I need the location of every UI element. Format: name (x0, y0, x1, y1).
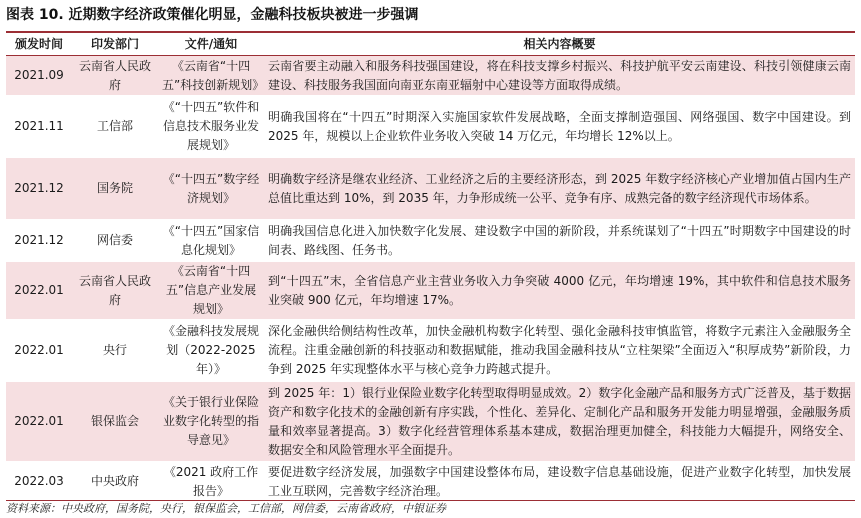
row-date: 2022.03 (14, 474, 64, 489)
row-dept: 央行 (72, 320, 158, 382)
table-row (6, 158, 855, 220)
row-doc: 《金融科技发展规划（2022-2025 年）》 (158, 320, 264, 382)
table-row (6, 382, 855, 462)
row-dept: 云南省人民政府 (72, 262, 158, 320)
row-doc: 《“十四五”国家信息化规划》 (158, 220, 264, 262)
table-header-row (6, 34, 855, 56)
row-dept: 国务院 (72, 158, 158, 220)
row-date: 2022.01 (6, 262, 72, 320)
table-row (6, 96, 855, 158)
policy-table (6, 34, 855, 502)
row-summary: 到“十四五”末，全省信息产业主营业务收入力争突破 4000 亿元，年均增速 19%，其中软件和信息技术服务业突破 900 亿元，年均增速 17%。 (264, 262, 855, 320)
row-dept: 网信委 (72, 220, 158, 262)
row-doc: 《“十四五”数字经济规划》 (158, 158, 264, 220)
table-row (6, 462, 855, 502)
row-summary: 深化金融供给侧结构性改革，加快金融机构数字化转型、强化金融科技审慎监管，将数字元素注入金融服务全流程。注重金融创新的科技驱动和数据赋能，推动我国金融科技从“立柱架梁”全面迈入“积厚成势”新阶段，力争到 2025 年实现整体水平与核心竞争力跨越式提升。 (264, 320, 855, 382)
row-dept: 银保监会 (72, 382, 158, 462)
column-header-doc: 文件/通知 (158, 34, 264, 56)
column-header-summary: 相关内容概要 (264, 34, 855, 56)
row-summary: 要促进数字经济发展，加强数字中国建设整体布局，建设数字信息基础设施，促进产业数字化转型，加快发展工业互联网，完善数字经济治理。 (268, 464, 851, 498)
row-date: 2022.01 (6, 320, 72, 382)
row-summary: 云南省要主动融入和服务科技强国建设，将在科技支撑乡村振兴、科技护航平安云南建设、科技引领健康云南建设、科技服务我国面向南亚东南亚辐射中心建设等方面取得成绩。 (264, 56, 855, 96)
row-doc: 《云南省“十四五”科技创新规划》 (158, 56, 264, 96)
row-dept: 工信部 (72, 96, 158, 158)
row-date: 2021.11 (6, 96, 72, 158)
table-row (6, 262, 855, 320)
source-note: 资料来源：中央政府，国务院，央行，银保监会，工信部，网信委，云南省政府，中银证券 (6, 502, 446, 515)
figure-title: 图表 10. 近期数字经济政策催化明显，金融科技板块被进一步强调 (6, 7, 419, 23)
row-date: 2021.12 (6, 158, 72, 220)
row-date: 2021.09 (6, 56, 72, 96)
column-header-date: 颁发时间 (6, 34, 72, 56)
title-rule (6, 31, 855, 33)
row-summary: 明确我国信息化进入加快数字化发展、建设数字中国的新阶段，并系统谋划了“十四五”时期数字中国建设的时间表、路线图、任务书。 (264, 220, 855, 262)
row-summary: 明确数字经济是继农业经济、工业经济之后的主要经济形态，到 2025 年数字经济核心产业增加值占国内生产总值比重达到 10%，到 2035 年，力争形成统一公平、竞争有序、成熟完备的数字经济现代市场体系。 (264, 158, 855, 220)
table-row (6, 56, 855, 96)
row-dept: 中央政府 (90, 474, 139, 489)
row-summary: 到 2025 年：1）银行业保险业数字化转型取得明显成效。2）数字化金融产品和服务方式广泛普及，基于数据资产和数字化技术的金融创新有序实践，个性化、差异化、定制化产品和服务开发能力明显增强，金融服务质量和效率显著提高。3）数字化经营管理体系基本建成，数据治理更加健全，科技能力大幅提升，网络安全、数据安全和风险管理水平全面提升。 (264, 382, 855, 462)
row-date: 2022.01 (6, 382, 72, 462)
column-header-dept: 印发部门 (72, 34, 158, 56)
table-row (6, 220, 855, 262)
table-row (6, 320, 855, 382)
row-doc: 《“十四五”软件和信息技术服务业发展规划》 (158, 96, 264, 158)
row-doc: 《关于银行业保险业数字化转型的指导意见》 (158, 382, 264, 462)
row-summary: 明确我国将在“十四五”时期深入实施国家软件发展战略，全面支撑制造强国、网络强国、数字中国建设。到 2025 年，规模以上企业软件业务收入突破 14 万亿元，年均增长 12%以上。 (264, 96, 855, 158)
row-date: 2021.12 (6, 220, 72, 262)
row-doc: 《云南省“十四五”信息产业发展规划》 (158, 262, 264, 320)
row-doc: 《2021 政府工作报告》 (163, 464, 259, 498)
row-dept: 云南省人民政府 (72, 56, 158, 96)
